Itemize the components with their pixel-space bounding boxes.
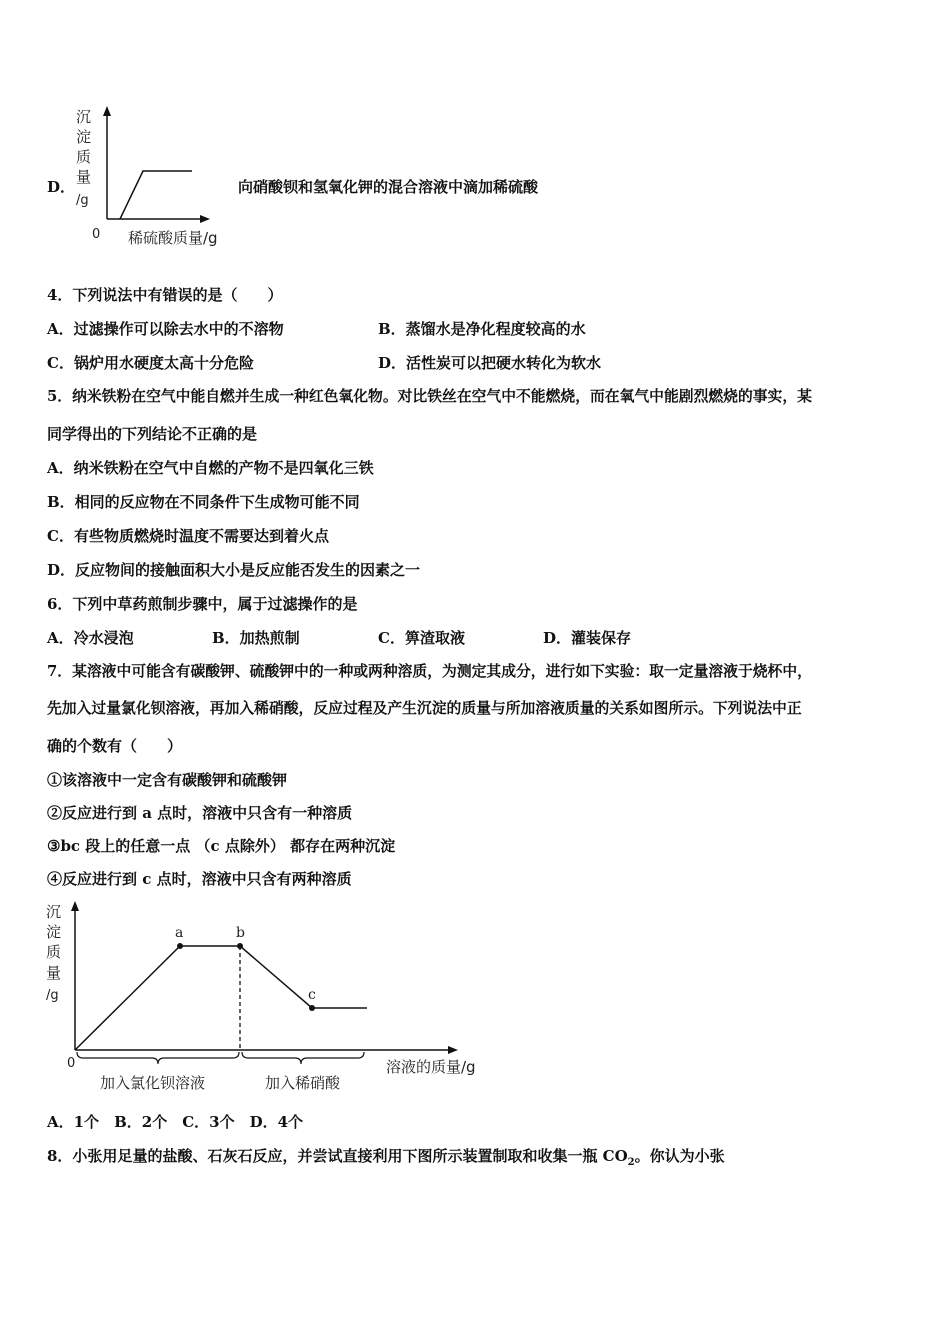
q5-option-c: C．有些物质燃烧时温度不需要达到着火点 [47,527,329,545]
q7-graph [40,895,500,1100]
q3d-ylabel-2: 淀 [76,128,92,146]
q3d-xlabel: 稀硫酸质量/g [128,229,218,247]
q7-label-a: a [175,925,184,941]
q7-stem-line2: 先加入过量氯化钡溶液，再加入稀硝酸，反应过程及产生沉淀的质量与所加溶液质量的关系如图所示。下列说法中正 [47,700,802,717]
q8-stem-subscript: 2 [627,1157,635,1168]
q4-option-b: B．蒸馏水是净化程度较高的水 [378,320,586,338]
q4-option-d: D．活性炭可以把硬水转化为软水 [378,354,602,372]
q7-answer-options: A．1个 B．2个 C．3个 D．4个 [47,1113,304,1131]
q3d-ylabel-3: 质 [76,148,92,166]
q7-xlabel: 溶液的质量/g [386,1058,476,1076]
q7-statement-3: ③bc 段上的任意一点 （c 点除外） 都存在两种沉淀 [47,837,396,855]
q7-ylabel-5: /g [46,988,59,1003]
q7-curve [75,946,367,1050]
q7-brace-1-label: 加入氯化钡溶液 [100,1074,206,1092]
q3-option-d-label: D． [47,178,76,196]
q7-point-c [309,1005,315,1011]
q5-option-d: D．反应物间的接触面积大小是反应能否发生的因素之一 [47,561,421,579]
q6-option-d: D．灌装保存 [543,629,632,647]
q7-point-b [237,943,243,949]
q8-stem-prefix: 8．小张用足量的盐酸、石灰石反应，并尝试直接利用下图所示装置制取和收集一瓶 CO [47,1147,628,1165]
q7-ylabel-1: 沉 [46,903,62,921]
q7-ylabel-4: 量 [46,964,62,982]
q7-origin: 0 [67,1056,76,1071]
q7-ylabel-2: 淀 [46,923,62,941]
q5-stem-line1: 5．纳米铁粉在空气中能自燃并生成一种红色氧化物。对比铁丝在空气中不能燃烧，而在氧气中能剧烈燃烧的事实，某 [47,388,812,405]
q7-ylabel-3: 质 [46,943,62,961]
q4-option-a: A．过滤操作可以除去水中的不溶物 [47,320,284,338]
q5-option-b: B．相同的反应物在不同条件下生成物可能不同 [47,493,360,511]
q6-option-a: A．冷水浸泡 [47,629,134,647]
q3d-origin: 0 [92,227,101,242]
q3d-ylabel-1: 沉 [76,108,92,126]
q7-stem-line1: 7．某溶液中可能含有碳酸钾、硫酸钾中的一种或两种溶质，为测定其成分，进行如下实验：取一定量溶液于烧杯中， [47,663,812,680]
q5-option-a: A．纳米铁粉在空气中自燃的产物不是四氧化三铁 [47,459,374,477]
q3d-curve [120,171,192,219]
q6-stem: 6．下列中草药煎制步骤中，属于过滤操作的是 [47,595,358,613]
q7-statement-4: ④反应进行到 c 点时，溶液中只含有两种溶质 [47,870,352,888]
q3-option-d-graph [70,100,240,250]
q8-stem [47,1146,725,1173]
q3d-ylabel-4: 量 [76,168,92,186]
q7-statement-2: ②反应进行到 a 点时，溶液中只含有一种溶质 [47,804,353,822]
q7-stem-line3: 确的个数有（ ） [47,737,183,755]
q4-option-c: C．锅炉用水硬度太高十分危险 [47,354,254,372]
q7-point-a [177,943,183,949]
q7-brace-2 [242,1052,364,1064]
q6-option-b: B．加热煎制 [212,629,300,647]
q7-statement-1: ①该溶液中一定含有碳酸钾和硫酸钾 [47,771,288,789]
q7-label-c: c [308,987,316,1003]
q5-stem-line2: 同学得出的下列结论不正确的是 [47,425,258,443]
q3-option-d-desc: 向硝酸钡和氢氧化钾的混合溶液中滴加稀硫酸 [238,178,539,196]
q7-brace-2-label: 加入稀硝酸 [265,1074,341,1092]
q8-stem-suffix: 。你认为小张 [634,1147,725,1165]
q7-brace-1 [77,1052,239,1064]
q4-stem: 4．下列说法中有错误的是（ ） [47,286,283,304]
q6-option-c: C．箅渣取液 [378,629,465,647]
q7-label-b: b [236,925,245,941]
q3d-ylabel-5: /g [76,193,89,208]
